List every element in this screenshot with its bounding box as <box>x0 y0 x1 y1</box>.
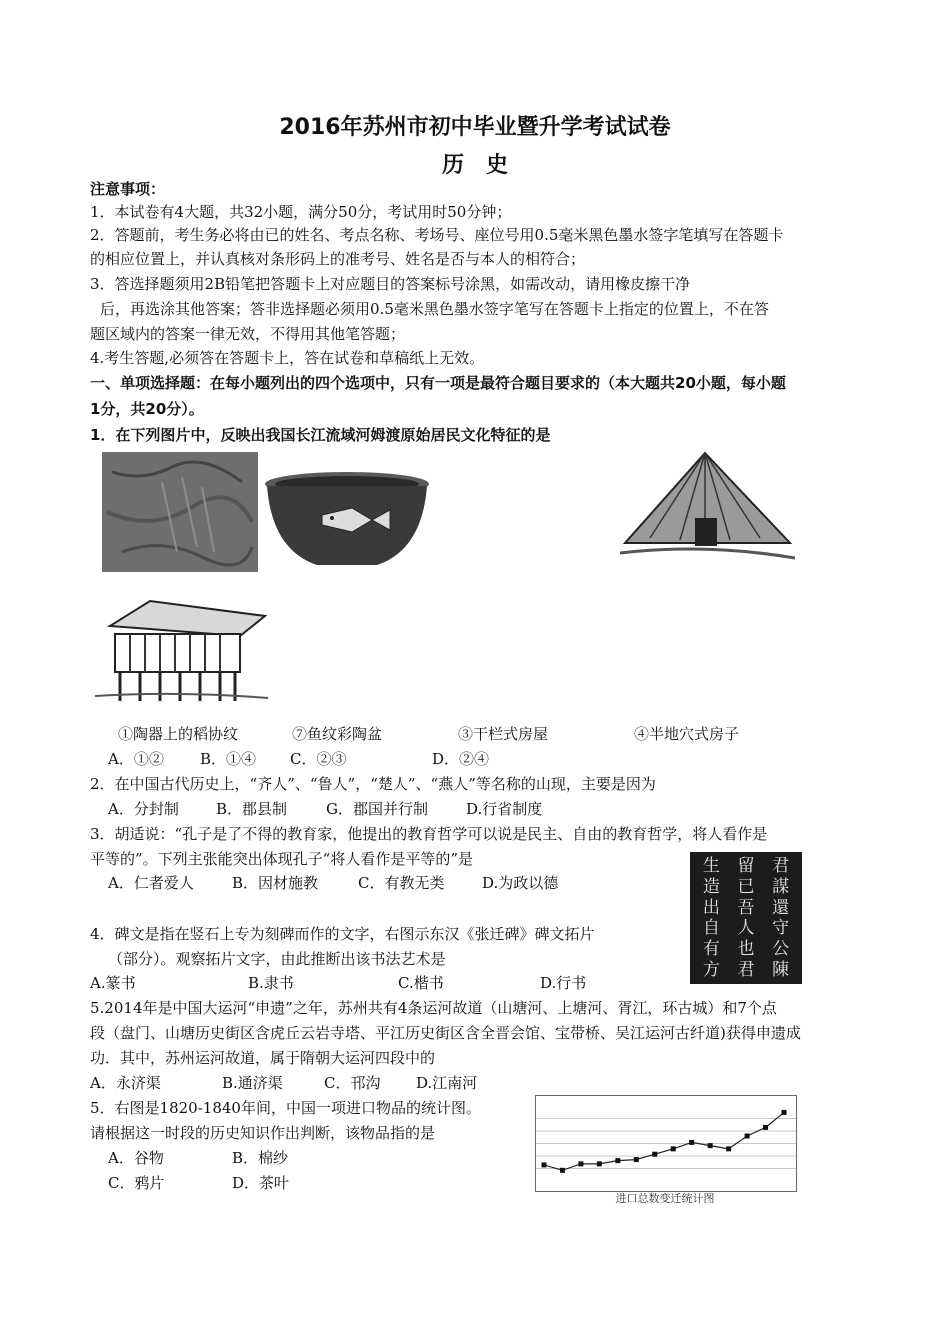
notice-line: 的相应位置上，并认真核对条形码上的准考号、姓名是否与本人的相符合； <box>90 250 586 268</box>
chart-point <box>634 1157 639 1162</box>
option-d: D.行书 <box>540 974 587 992</box>
option-b: B.隶书 <box>248 974 294 992</box>
notice-line: 题区域内的答案一律无效，不得用其他笔答题； <box>90 325 406 343</box>
chart-point <box>763 1125 768 1130</box>
question-5b-stem: 5．右图是1820-1840年间，中国一项进口物品的统计图。 <box>90 1099 481 1117</box>
notice-line: 3．答选择题须用2B铅笔把答题卡上对应题目的答案标号涂黑，如需改动，请用橡皮擦干净 <box>90 275 691 293</box>
image-caption: ④半地穴式房子 <box>634 725 740 743</box>
chart-point <box>689 1140 694 1145</box>
question-4-stem: 4．碑文是指在竖石上专为刻碑而作的文字，右图示东汉《张迁碑》碑文拓片 <box>90 925 595 943</box>
stele-character: 造 <box>702 876 720 897</box>
stele-column <box>737 856 754 980</box>
notice-line: 4.考生答题,必须答在答题卡上，答在试卷和草稿纸上无效。 <box>90 349 485 367</box>
subject-title: 历 史 <box>441 153 508 178</box>
option-c: C.楷书 <box>398 974 444 992</box>
question-5-stem: 5.2014年是中国大运河“申遗”之年，苏州共有4条运河故道（山塘河、上塘河、胥江，环古城）和7个点 <box>90 999 777 1017</box>
option-a: A．仁者爱人 <box>108 874 194 892</box>
option-c: C．邗沟 <box>324 1074 381 1092</box>
stele-character: 出 <box>702 897 720 918</box>
question-5-stem: 段（盘门、山塘历史街区含虎丘云岩寺塔、平江历史街区含全晋会馆、宝带桥、吴江运河古纤道)获得申遗成 <box>90 1024 801 1042</box>
section-heading: 一、单项选择题：在每小题列出的四个选项中，只有一项是最符合题目要求的（本大题共20小题，每小题 <box>90 374 786 392</box>
chart-point <box>652 1152 657 1157</box>
stele-column <box>772 856 789 980</box>
option-c: C．②③ <box>290 750 347 768</box>
chart-point <box>615 1158 620 1163</box>
stele-character: 留 <box>737 856 755 876</box>
stele-character: 自 <box>702 918 720 939</box>
question-3-stem: 平等的”。下列主张能突出体现孔子“将人看作是平等的”是 <box>90 850 474 868</box>
question-1-stem: 1．在下列图片中，反映出我国长江流域河姆渡原始居民文化特征的是 <box>90 426 551 444</box>
rice-pattern-pottery-image <box>102 452 258 572</box>
stele-character: 已 <box>737 876 755 897</box>
option-a: A．永济渠 <box>90 1074 161 1092</box>
option-b: B．①④ <box>200 750 257 768</box>
chart-point <box>560 1168 565 1173</box>
option-b: B．因材施教 <box>232 874 319 892</box>
notice-line: 2．答题前，考生务必将由已的姓名、考点名称、考场号、座位号用0.5毫米黑色墨水签字笔填写在答题卡 <box>90 226 784 244</box>
option-a: A.篆书 <box>90 974 136 992</box>
stele-character: 人 <box>737 918 755 939</box>
question-2-stem: 2．在中国古代历史上，“齐人”、“鲁人”，“楚人”、“燕人”等名称的山现，主要是因为 <box>90 775 656 793</box>
stele-character: 還 <box>772 897 790 918</box>
fish-pattern-bowl-image <box>262 470 432 570</box>
option-d: D．茶叶 <box>232 1174 290 1192</box>
stele-character: 也 <box>737 939 755 960</box>
stele-column <box>703 856 720 980</box>
stele-character: 公 <box>772 939 790 960</box>
chart-point <box>782 1110 787 1115</box>
stele-character: 君 <box>772 856 790 876</box>
chart-plot <box>536 1096 796 1191</box>
option-b: B．棉纱 <box>232 1149 289 1167</box>
stele-character: 方 <box>702 959 720 980</box>
chart-point <box>671 1146 676 1151</box>
stele-character: 謀 <box>772 876 790 897</box>
chart-title: 进口总数变迁统计图 <box>615 1192 715 1205</box>
chart-point <box>726 1146 731 1151</box>
chart-point <box>542 1162 547 1167</box>
image-caption: ③干栏式房屋 <box>458 725 549 743</box>
option-c: C．有教无类 <box>358 874 445 892</box>
option-a: A．谷物 <box>108 1149 164 1167</box>
stele-character: 守 <box>772 918 790 939</box>
option-c: G．郡国并行制 <box>326 800 428 818</box>
option-d: D.江南河 <box>416 1074 478 1092</box>
stele-character: 吾 <box>737 897 755 918</box>
option-d: D.为政以德 <box>482 874 559 892</box>
stilt-house-image <box>90 596 270 706</box>
image-caption: ①陶器上的稻协纹 <box>118 725 239 743</box>
stele-rubbing-image <box>690 852 802 984</box>
chart-point <box>597 1161 602 1166</box>
option-a: A．分封制 <box>108 800 179 818</box>
option-d: D．②④ <box>432 750 490 768</box>
question-3-stem: 3．胡适说：“孔子是了不得的教育家，他提出的教育哲学可以说是民主、自由的教育哲学，将人看作是 <box>90 825 768 843</box>
chart-point <box>578 1161 583 1166</box>
question-5b-stem: 请根据这一时段的历史知识作出判断，该物品指的是 <box>90 1124 436 1142</box>
option-c: C．鸦片 <box>108 1174 165 1192</box>
semi-subterranean-house-image <box>620 448 795 573</box>
stele-character: 有 <box>702 939 720 960</box>
section-heading: 1分，共20分）。 <box>90 400 204 418</box>
option-b: B.通济渠 <box>222 1074 283 1092</box>
option-d: D.行省制度 <box>466 800 543 818</box>
notice-heading: 注意事项： <box>90 180 166 198</box>
exam-title: 2016年苏州市初中毕业暨升学考试试卷 <box>279 115 671 140</box>
option-b: B．郡县制 <box>216 800 288 818</box>
chart-point <box>745 1134 750 1139</box>
question-5-stem: 功．其中，苏州运河故道，属于隋朝大运河四段中的 <box>90 1049 436 1067</box>
notice-line: 后，再选涂其他答案；答非选择题必须用0.5毫米黑色墨水签字笔写在答题卡上指定的位置上，不在答 <box>100 300 769 318</box>
import-statistics-chart <box>535 1095 797 1192</box>
notice-line: 1．本试卷有4大题，共32小题，满分50分，考试用时50分钟； <box>90 203 512 221</box>
stele-character: 生 <box>702 856 720 876</box>
stele-character: 陳 <box>772 959 790 980</box>
question-4-stem: （部分）。观察拓片文字，由此推断出该书法艺术是 <box>108 950 446 968</box>
stele-character: 君 <box>737 959 755 980</box>
option-a: A．①② <box>108 750 164 768</box>
image-caption: ⑦鱼纹彩陶盆 <box>292 725 383 743</box>
chart-point <box>708 1143 713 1148</box>
